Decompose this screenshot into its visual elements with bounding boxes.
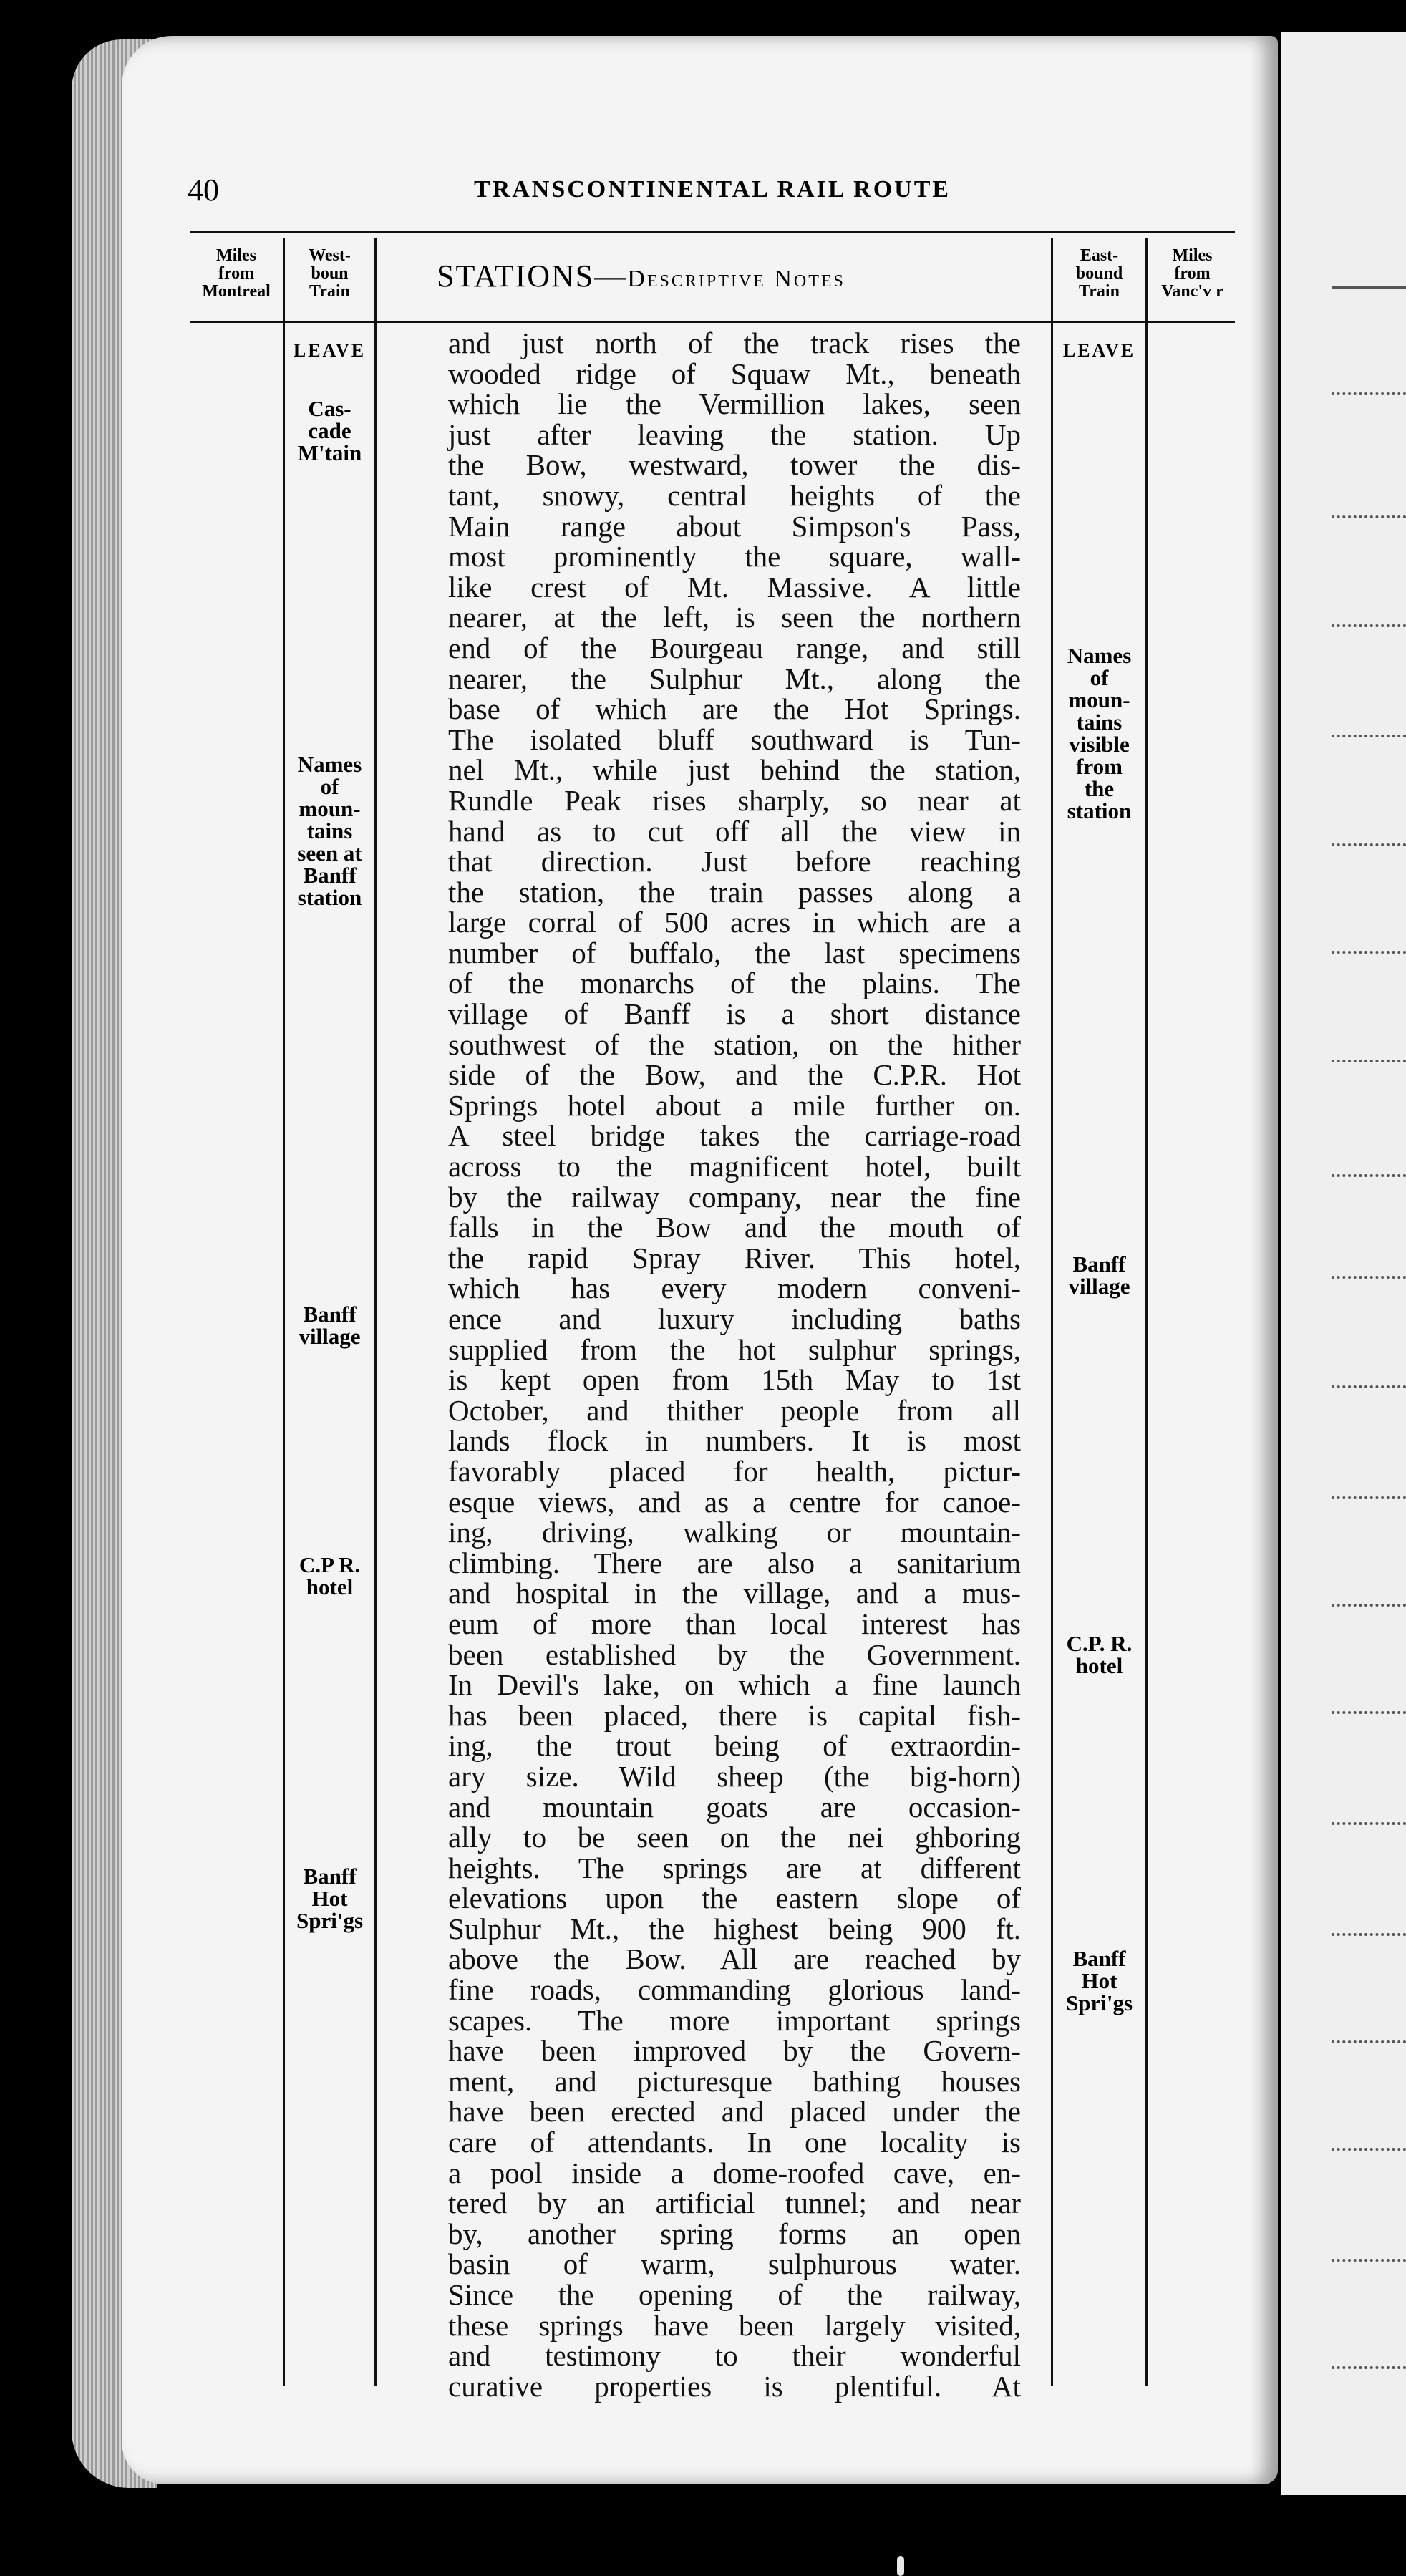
text-line: which lie the Vermillion lakes, seen	[448, 387, 1021, 421]
facing-page-leader	[1332, 2366, 1406, 2369]
text-line: is kept open from 15th May to 1st	[448, 1363, 1021, 1397]
facing-page-leader	[1332, 1276, 1406, 1279]
westbound-note-hot-springs: Banff Hot Spri'gs	[296, 1864, 364, 1933]
text-line: falls in the Bow and the mouth of	[448, 1211, 1021, 1244]
text-line: tant, snowy, central heights of the	[448, 478, 1021, 512]
text-line: eum of more than local interest has	[448, 1607, 1021, 1640]
text-line: these springs have been largely visited,	[448, 2308, 1021, 2342]
running-title: TRANSCONTINENTAL RAIL ROUTE	[474, 176, 951, 203]
text-line: favorably placed for health, pictur-	[448, 1454, 1021, 1488]
text-line: have been erected and placed under the	[448, 2095, 1021, 2129]
text-line: by the railway company, near the fine	[448, 1180, 1021, 1214]
column-rule	[374, 238, 377, 2386]
page-number: 40	[188, 173, 219, 208]
column-rule	[1051, 238, 1053, 2386]
text-line: across to the magnificent hotel, built	[448, 1150, 1021, 1183]
facing-page-leader	[1332, 1822, 1406, 1825]
text-line: Since the opening of the railway,	[448, 2278, 1021, 2311]
text-line: fine roads, commanding glorious land-	[448, 1973, 1021, 2007]
text-line: and testimony to their wonderful	[448, 2339, 1021, 2373]
text-line: ing, driving, walking or mountain-	[448, 1516, 1021, 1549]
text-line: nearer, at the left, is seen the northern	[448, 601, 1021, 634]
text-line: climbing. There are also a sanitarium	[448, 1546, 1021, 1579]
stations-heading: STATIONS—Descriptive Notes	[437, 258, 845, 294]
facing-page-leader	[1332, 1604, 1406, 1607]
text-line: have been improved by the Govern-	[448, 2034, 1021, 2068]
text-line: of the monarchs of the plains. The	[448, 967, 1021, 1000]
column-rule	[1145, 238, 1148, 2386]
facing-page-leader	[1332, 1933, 1406, 1936]
text-line: basin of warm, sulphurous water.	[448, 2247, 1021, 2281]
header-rule-top	[190, 231, 1235, 233]
text-line: tered by an artificial tunnel; and near	[448, 2187, 1021, 2220]
westbound-note-cpr-hotel: C.P R. hotel	[299, 1552, 361, 1599]
text-line: supplied from the hot sulphur springs,	[448, 1332, 1021, 1366]
miles-from-vancouver-heading: Miles from Vanc'v r	[1161, 246, 1223, 301]
text-line: number of buffalo, the last specimens	[448, 936, 1021, 969]
facing-page-rule	[1332, 286, 1406, 289]
text-line: scapes. The more important springs	[448, 2003, 1021, 2037]
text-line: ence and luxury including baths	[448, 1302, 1021, 1335]
running-head	[188, 172, 1204, 215]
text-line: esque views, and as a centre for canoe-	[448, 1485, 1021, 1519]
westbound-leave: LEAVE	[293, 340, 367, 361]
eastbound-note-mountain-names: Names of moun- tains visible from the station	[1067, 643, 1132, 823]
eastbound-note-banff-village: Banff village	[1068, 1251, 1130, 1299]
text-line: southwest of the station, on the hither	[448, 1027, 1021, 1061]
descriptive-notes-text	[448, 328, 1021, 2401]
text-line: end of the Bourgeau range, and still	[448, 631, 1021, 664]
text-line: which has every modern conveni-	[448, 1272, 1021, 1305]
westbound-note-mountain-names: Names of moun- tains seen at Banff station	[297, 752, 362, 910]
header-rule-bottom	[190, 321, 1235, 323]
text-line: curative properties is plentiful. At	[448, 2369, 1021, 2403]
facing-page-leader	[1332, 624, 1406, 627]
facing-page-leader	[1332, 951, 1406, 954]
facing-page-leader	[1332, 843, 1406, 846]
text-line: and just north of the track rises the	[448, 326, 1021, 359]
text-line: large corral of 500 acres in which are a	[448, 906, 1021, 939]
westbound-note-cascade: Cas- cade M'tain	[297, 396, 362, 465]
text-line: a pool inside a dome-roofed cave, en-	[448, 2156, 1021, 2189]
facing-page-leader	[1332, 1060, 1406, 1062]
text-line: that direction. Just before reaching	[448, 845, 1021, 878]
text-line: and hospital in the village, and a mus-	[448, 1577, 1021, 1610]
facing-page-leader	[1332, 2259, 1406, 2262]
facing-page-leader	[1332, 515, 1406, 518]
facing-page-leader	[1332, 2040, 1406, 2043]
text-line: the station, the train passes along a	[448, 875, 1021, 909]
text-line: been established by the Government.	[448, 1637, 1021, 1671]
text-line: base of which are the Hot Springs.	[448, 692, 1021, 726]
text-line: care of attendants. In one locality is	[448, 2126, 1021, 2159]
text-line: Rundle Peak rises sharply, so near at	[448, 783, 1021, 817]
text-line: elevations upon the eastern slope of	[448, 1882, 1021, 1915]
westbound-train-heading: West- boun Train	[309, 246, 351, 301]
facing-page-leader	[1332, 735, 1406, 737]
text-line: wooded ridge of Squaw Mt., beneath	[448, 357, 1021, 390]
text-line: just after leaving the station. Up	[448, 417, 1021, 451]
text-line: most prominently the square, wall-	[448, 540, 1021, 573]
miles-from-montreal-heading: Miles from Montreal	[202, 246, 271, 301]
eastbound-leave: LEAVE	[1062, 340, 1136, 361]
text-line: village of Banff is a short distance	[448, 997, 1021, 1031]
facing-page-leader	[1332, 392, 1406, 395]
eastbound-note-cpr-hotel: C.P. R. hotel	[1066, 1631, 1133, 1678]
text-line: October, and thither people from all	[448, 1393, 1021, 1427]
facing-page-leader	[1332, 2148, 1406, 2151]
text-line: above the Bow. All are reached by	[448, 1942, 1021, 1976]
text-line: ally to be seen on the nei ghboring	[448, 1821, 1021, 1854]
text-line: ing, the trout being of extraordin-	[448, 1729, 1021, 1763]
text-line: ment, and picturesque bathing houses	[448, 2064, 1021, 2098]
text-line: has been placed, there is capital fish-	[448, 1698, 1021, 1732]
facing-page-leader	[1332, 1711, 1406, 1714]
text-line: nearer, the Sulphur Mt., along the	[448, 662, 1021, 695]
text-line: heights. The springs are at different	[448, 1851, 1021, 1884]
text-line: Springs hotel about a mile further on.	[448, 1088, 1021, 1122]
text-line: the Bow, westward, tower the dis-	[448, 448, 1021, 482]
text-line: and mountain goats are occasion-	[448, 1790, 1021, 1824]
text-line: by, another spring forms an open	[448, 2217, 1021, 2250]
facing-page	[1281, 32, 1406, 2495]
westbound-note-banff-village: Banff village	[299, 1302, 361, 1349]
text-line: the rapid Spray River. This hotel,	[448, 1241, 1021, 1274]
text-line: Main range about Simpson's Pass,	[448, 509, 1021, 543]
text-line: lands flock in numbers. It is most	[448, 1424, 1021, 1458]
text-line: A steel bridge takes the carriage-road	[448, 1119, 1021, 1153]
text-line: nel Mt., while just behind the station,	[448, 753, 1021, 787]
facing-page-leader	[1332, 1174, 1406, 1177]
text-line: side of the Bow, and the C.P.R. Hot	[448, 1058, 1021, 1092]
text-line: hand as to cut off all the view in	[448, 814, 1021, 848]
text-line: In Devil's lake, on which a fine launch	[448, 1668, 1021, 1702]
text-line: like crest of Mt. Massive. A little	[448, 570, 1021, 604]
text-line: ary size. Wild sheep (the big-horn)	[448, 1759, 1021, 1793]
page-tear-mark	[897, 2556, 904, 2576]
eastbound-note-hot-springs: Banff Hot Spri'gs	[1065, 1946, 1133, 2015]
facing-page-leader	[1332, 1385, 1406, 1388]
facing-page-leader	[1332, 1496, 1406, 1499]
eastbound-train-heading: East- bound Train	[1075, 246, 1123, 301]
text-line: The isolated bluff southward is Tun-	[448, 722, 1021, 756]
text-line: Sulphur Mt., the highest being 900 ft.	[448, 1912, 1021, 1945]
